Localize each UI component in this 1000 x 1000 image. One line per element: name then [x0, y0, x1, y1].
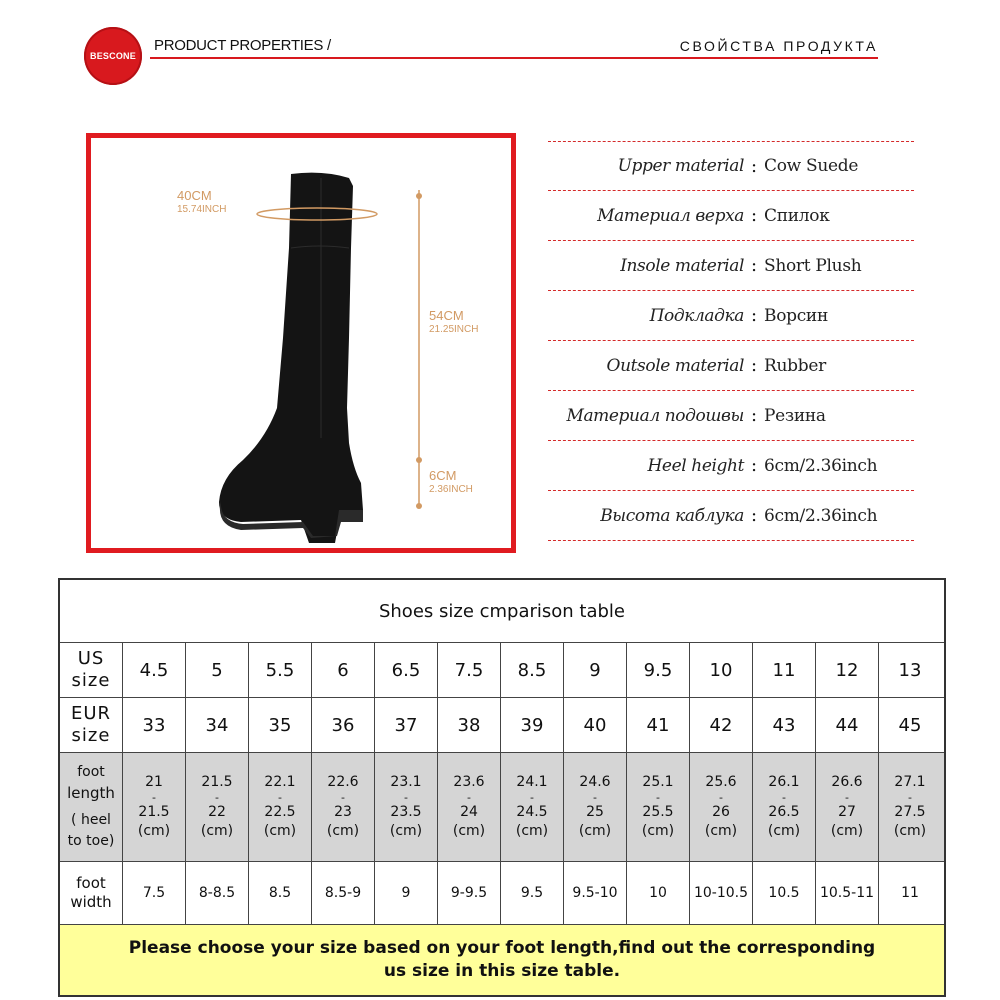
table-cell: 10.5-11	[815, 862, 878, 924]
product-properties-list	[548, 141, 914, 541]
table-row-foot-width	[60, 862, 944, 925]
table-cell: 21.5 - 22 (cm)	[185, 753, 248, 861]
product-image-frame	[86, 133, 516, 553]
heel-height-label: 6CM 2.36INCH	[429, 468, 473, 495]
table-cell: 39	[500, 698, 563, 752]
property-row: Insole material : Short Plush	[548, 241, 914, 291]
table-cell: 34	[185, 698, 248, 752]
shaft-height-label: 54CM 21.25INCH	[429, 308, 479, 335]
table-cell: 23.1 - 23.5 (cm)	[374, 753, 437, 861]
row-header: foot width	[70, 874, 112, 911]
table-cell: 35	[248, 698, 311, 752]
table-cell: 7.5	[122, 862, 185, 924]
table-cell: 5.5	[248, 643, 311, 697]
table-cell: 11	[752, 643, 815, 697]
table-cell: 43	[752, 698, 815, 752]
table-cell: 6.5	[374, 643, 437, 697]
table-cell: 22.1 - 22.5 (cm)	[248, 753, 311, 861]
property-row: Высота каблука : 6cm/2.36inch	[548, 491, 914, 541]
table-cell: 37	[374, 698, 437, 752]
row-header: foot length ( heel to toe)	[67, 764, 115, 849]
section-title-ru: СВОЙСТВА ПРОДУКТА	[679, 38, 878, 54]
property-row: Heel height : 6cm/2.36inch	[548, 441, 914, 491]
table-cell: 6	[311, 643, 374, 697]
table-cell: 9.5	[500, 862, 563, 924]
table-cell: 9.5	[626, 643, 689, 697]
section-title-en: PRODUCT PROPERTIES /	[154, 37, 331, 54]
table-cell: 9.5-10	[563, 862, 626, 924]
table-cell: 9	[374, 862, 437, 924]
brand-logo	[84, 27, 142, 85]
property-row: Материал подошвы : Резина	[548, 391, 914, 441]
table-cell: 10-10.5	[689, 862, 752, 924]
header-divider	[150, 57, 878, 59]
table-cell: 10.5	[752, 862, 815, 924]
row-header: EUR size	[70, 703, 112, 746]
property-row: Подкладка : Ворсин	[548, 291, 914, 341]
circumference-label: 40CM 15.74INCH	[177, 188, 227, 215]
row-header: US size	[71, 648, 111, 691]
table-cell: 10	[626, 862, 689, 924]
table-cell: 21 - 21.5 (cm)	[122, 753, 185, 861]
property-row: Upper material : Cow Suede	[548, 141, 914, 191]
property-row: Outsole material : Rubber	[548, 341, 914, 391]
table-cell: 5	[185, 643, 248, 697]
table-cell: 44	[815, 698, 878, 752]
table-cell: 25.6 - 26 (cm)	[689, 753, 752, 861]
table-cell: 9-9.5	[437, 862, 500, 924]
boot-shape	[219, 173, 363, 543]
table-row-eur-size	[60, 698, 944, 753]
table-cell: 27.1 - 27.5 (cm)	[878, 753, 941, 861]
table-cell: 8.5-9	[311, 862, 374, 924]
size-advice-note: Please choose your size based on your foot length,find out the corresponding us size in this size table.	[60, 925, 944, 995]
table-row-foot-length	[60, 753, 944, 862]
table-cell: 11	[878, 862, 941, 924]
table-cell: 22.6 - 23 (cm)	[311, 753, 374, 861]
table-cell: 8-8.5	[185, 862, 248, 924]
table-cell: 36	[311, 698, 374, 752]
table-cell: 42	[689, 698, 752, 752]
table-cell: 45	[878, 698, 941, 752]
table-cell: 13	[878, 643, 941, 697]
table-title: Shoes size cmparison table	[60, 580, 944, 643]
logo-text: BESCONE	[90, 51, 136, 61]
table-cell: 8.5	[500, 643, 563, 697]
table-cell: 7.5	[437, 643, 500, 697]
table-cell: 24.6 - 25 (cm)	[563, 753, 626, 861]
table-cell: 41	[626, 698, 689, 752]
table-cell: 8.5	[248, 862, 311, 924]
table-cell: 26.6 - 27 (cm)	[815, 753, 878, 861]
table-cell: 4.5	[122, 643, 185, 697]
table-cell: 23.6 - 24 (cm)	[437, 753, 500, 861]
property-row: Материал верха : Спилок	[548, 191, 914, 241]
table-cell: 26.1 - 26.5 (cm)	[752, 753, 815, 861]
table-cell: 10	[689, 643, 752, 697]
table-row-us-size	[60, 643, 944, 698]
table-cell: 25.1 - 25.5 (cm)	[626, 753, 689, 861]
size-comparison-table	[58, 578, 946, 997]
table-cell: 38	[437, 698, 500, 752]
table-cell: 40	[563, 698, 626, 752]
table-cell: 33	[122, 698, 185, 752]
table-cell: 12	[815, 643, 878, 697]
table-cell: 24.1 - 24.5 (cm)	[500, 753, 563, 861]
table-cell: 9	[563, 643, 626, 697]
